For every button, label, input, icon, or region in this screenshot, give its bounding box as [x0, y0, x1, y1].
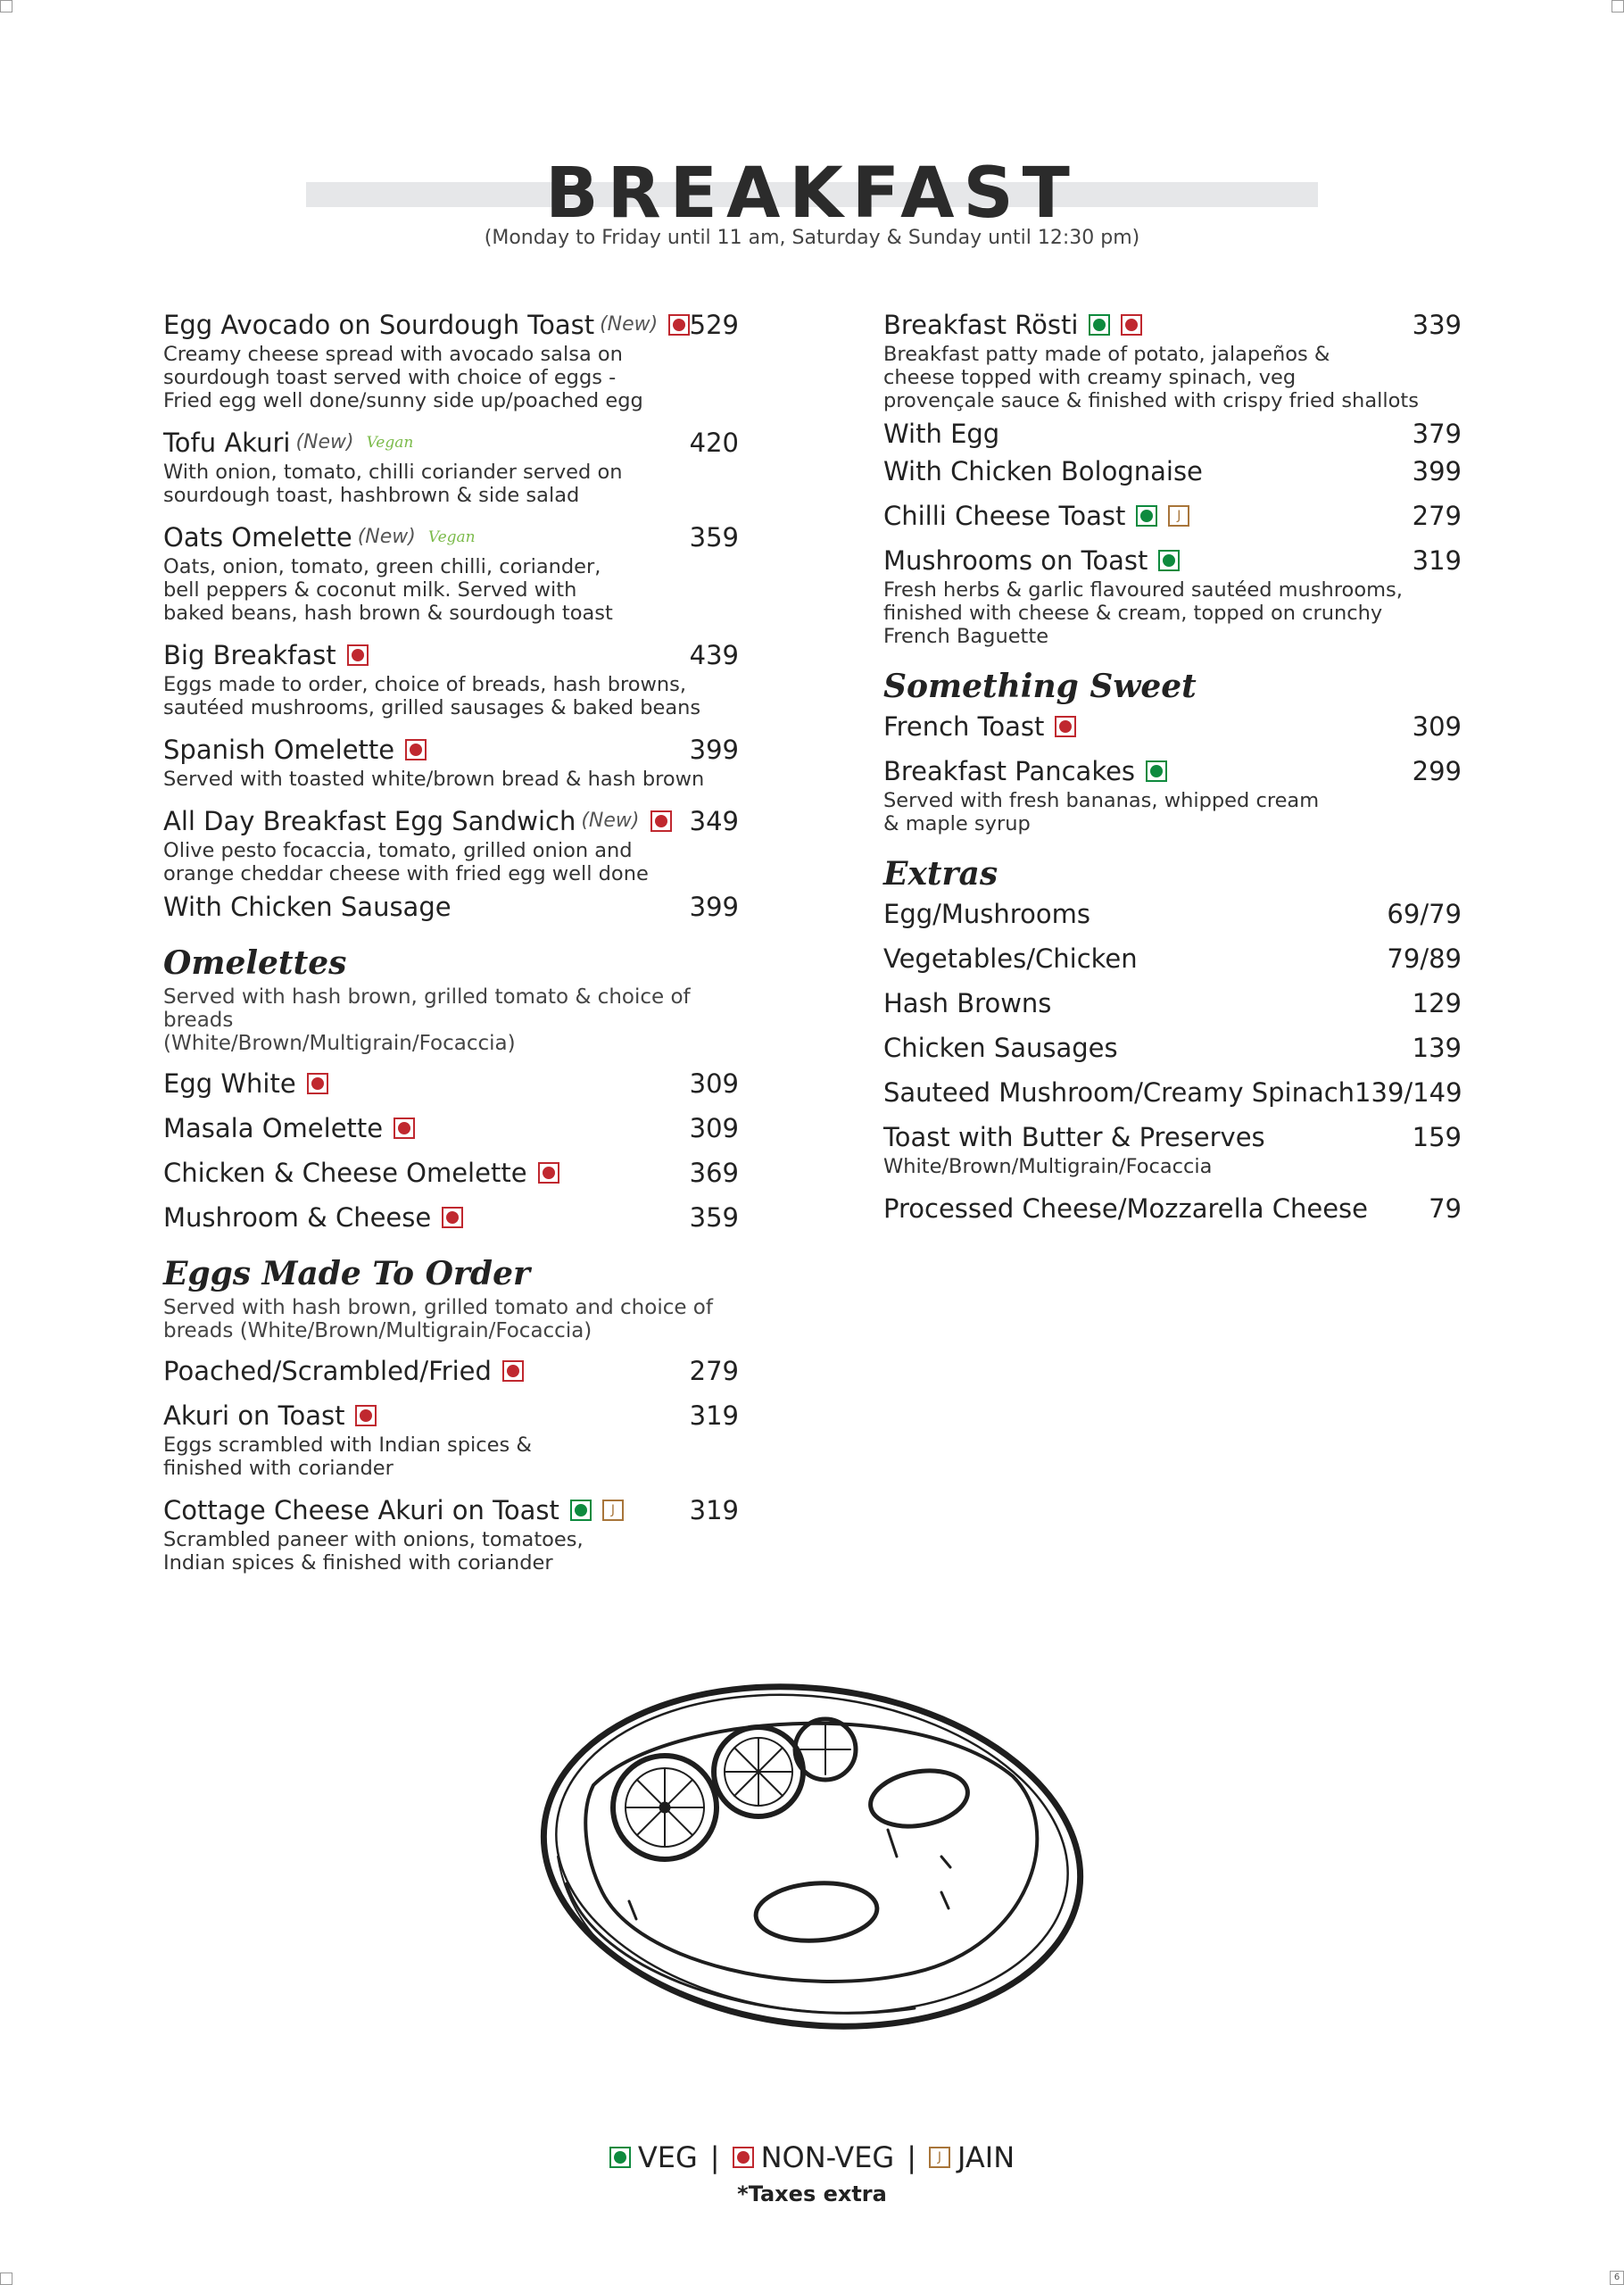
menu-item [883, 985, 1462, 1021]
nonveg-icon [1055, 716, 1076, 737]
item-price: 399 [1412, 456, 1462, 486]
item-price: 299 [1412, 756, 1462, 786]
menu-item [163, 519, 739, 625]
omelette-plate-illustration [531, 1678, 1093, 2035]
nonveg-icon [502, 1360, 524, 1382]
legend-veg: VEG [637, 2140, 698, 2174]
item-price: 379 [1412, 419, 1462, 449]
item-desc: Oats, onion, tomato, green chilli, coriander, bell peppers & coconut milk. Served with baked beans, hash brown & sourdough toast [163, 555, 613, 625]
page-number: 6 [1610, 2271, 1624, 2285]
item-price: 159 [1412, 1122, 1462, 1152]
item-name: Masala Omelette [163, 1113, 384, 1143]
item-name: Breakfast Rösti [883, 310, 1079, 340]
item-desc: Olive pesto focaccia, tomato, grilled onion and orange cheddar cheese with fried egg well done [163, 839, 649, 885]
item-price: 309 [689, 1113, 739, 1143]
item-desc: Creamy cheese spread with avocado salsa on sourdough toast served with choice of eggs - Fried egg well done/sunny side up/poached egg [163, 343, 643, 412]
veg-icon [1158, 550, 1180, 571]
item-price: 129 [1412, 988, 1462, 1018]
item-name: Egg White [163, 1068, 296, 1099]
item-desc: Eggs scrambled with Indian spices & finished with coriander [163, 1433, 532, 1480]
item-name: All Day Breakfast Egg Sandwich [163, 806, 576, 836]
item-name: With Chicken Sausage [163, 892, 452, 922]
section-heading-sweet: Something Sweet [883, 668, 1197, 705]
menu-item [163, 1200, 739, 1235]
item-price: 319 [1412, 545, 1462, 576]
diet-legend [0, 2140, 1624, 2174]
crop-mark-bottom-left [0, 2273, 12, 2285]
section-heading-extras: Extras [883, 855, 998, 893]
item-name: Tofu Akuri [163, 428, 291, 458]
item-desc: With onion, tomato, chilli coriander served on sourdough toast, hashbrown & side salad [163, 461, 623, 507]
veg-icon [609, 2147, 631, 2168]
item-price: 279 [689, 1356, 739, 1386]
legend-separator: | [709, 2140, 720, 2174]
veg-icon [570, 1500, 592, 1521]
crop-mark-top-left [0, 0, 12, 12]
jain-icon: J [602, 1500, 624, 1521]
veg-icon [1089, 314, 1110, 336]
menu-item [883, 1075, 1462, 1110]
menu-item [163, 803, 739, 885]
item-price: 139 [1412, 1033, 1462, 1063]
item-name: Breakfast Pancakes [883, 756, 1136, 786]
section-desc: Served with hash brown, grilled tomato and choice of breads (White/Brown/Multigrain/Focaccia) [163, 1296, 713, 1342]
new-tag: (New) [295, 431, 354, 453]
item-name: Vegetables/Chicken [883, 943, 1138, 974]
item-price: 359 [689, 522, 739, 553]
item-price: 79 [1429, 1193, 1462, 1224]
item-price: 319 [689, 1495, 739, 1525]
item-name: Toast with Butter & Preserves [883, 1122, 1265, 1152]
menu-item [883, 1030, 1462, 1066]
item-name: Processed Cheese/Mozzarella Cheese [883, 1193, 1368, 1224]
nonveg-icon [1121, 314, 1142, 336]
vegan-icon: Vegan [427, 528, 476, 546]
menu-item [883, 416, 1462, 452]
legend-separator: | [907, 2140, 916, 2174]
new-tag: (New) [581, 810, 640, 832]
item-desc: White/Brown/Multigrain/Focaccia [883, 1155, 1213, 1178]
item-name: Egg/Mushrooms [883, 899, 1090, 929]
item-name: Egg Avocado on Sourdough Toast [163, 310, 595, 340]
item-name: Chilli Cheese Toast [883, 501, 1126, 531]
item-desc: Served with fresh bananas, whipped cream & maple syrup [883, 789, 1320, 835]
item-price: 369 [689, 1158, 739, 1188]
item-price: 279 [1412, 501, 1462, 531]
item-price: 309 [689, 1068, 739, 1099]
menu-item [163, 732, 739, 791]
menu-item [163, 1155, 739, 1191]
item-name: Poached/Scrambled/Fried [163, 1356, 492, 1386]
section-heading-eggs: Eggs Made To Order [163, 1255, 530, 1292]
menu-item [883, 453, 1462, 489]
item-name: Hash Browns [883, 988, 1052, 1018]
item-price: 529 [689, 310, 739, 340]
item-desc: Scrambled paneer with onions, tomatoes, Indian spices & finished with coriander [163, 1528, 584, 1575]
item-price: 399 [689, 892, 739, 922]
item-name: Chicken Sausages [883, 1033, 1118, 1063]
item-name: French Toast [883, 711, 1045, 742]
legend-jain: JAIN [957, 2140, 1015, 2174]
menu-item [163, 889, 739, 925]
menu-item [163, 1492, 739, 1575]
left-column [163, 307, 739, 1587]
menu-item [163, 637, 739, 719]
menu-item [883, 307, 1462, 412]
veg-icon [1146, 760, 1167, 782]
item-price: 420 [689, 428, 739, 458]
new-tag: (New) [357, 526, 416, 548]
item-name: Oats Omelette [163, 522, 352, 553]
menu-item [883, 543, 1462, 648]
nonveg-icon [307, 1073, 328, 1094]
taxes-note: *Taxes extra [737, 2181, 887, 2206]
page-title: BREAKFAST [545, 154, 1079, 234]
menu-item [163, 425, 739, 507]
crop-mark-top-right [1612, 0, 1624, 12]
page-subtitle: (Monday to Friday until 11 am, Saturday & Sunday until 12:30 pm) [484, 227, 1140, 249]
menu-item [883, 1191, 1462, 1226]
item-name: Sauteed Mushroom/Creamy Spinach [883, 1077, 1355, 1108]
menu-item [883, 709, 1462, 744]
jain-icon: J [929, 2147, 950, 2168]
item-name: Akuri on Toast [163, 1400, 345, 1431]
vegan-icon: Vegan [366, 434, 414, 452]
nonveg-icon [538, 1162, 559, 1184]
new-tag: (New) [600, 313, 659, 336]
item-name: With Egg [883, 419, 1000, 449]
item-price: 309 [1412, 711, 1462, 742]
nonveg-icon [442, 1207, 463, 1228]
nonveg-icon [355, 1405, 377, 1426]
jain-icon: J [1168, 505, 1189, 527]
nonveg-icon [650, 810, 672, 832]
menu-item [163, 1110, 739, 1146]
item-price: 79/89 [1387, 943, 1462, 974]
nonveg-icon [405, 739, 427, 760]
item-price: 139/149 [1355, 1077, 1462, 1108]
menu-item [163, 1066, 739, 1101]
veg-icon [1136, 505, 1157, 527]
item-name: Chicken & Cheese Omelette [163, 1158, 527, 1188]
item-desc: Fresh herbs & garlic flavoured sautéed mushrooms, finished with cheese & cream, topped on crunchy French Baguette [883, 578, 1403, 648]
item-desc: Served with toasted white/brown bread & hash brown [163, 768, 705, 791]
menu-item [883, 498, 1462, 534]
menu-item [883, 1119, 1462, 1178]
item-price: 69/79 [1387, 899, 1462, 929]
item-price: 319 [689, 1400, 739, 1431]
item-price: 349 [689, 806, 739, 836]
nonveg-icon [394, 1118, 415, 1139]
item-name: With Chicken Bolognaise [883, 456, 1203, 486]
menu-item [163, 307, 739, 412]
menu-item [163, 1353, 739, 1389]
section-heading-omelettes: Omelettes [163, 944, 347, 982]
item-name: Spanish Omelette [163, 735, 395, 765]
item-name: Big Breakfast [163, 640, 336, 670]
item-desc: Eggs made to order, choice of breads, hash browns, sautéed mushrooms, grilled sausages & baked beans [163, 673, 701, 719]
item-price: 399 [689, 735, 739, 765]
legend-nonveg: NON-VEG [760, 2140, 895, 2174]
item-desc: Breakfast patty made of potato, jalapeños & cheese topped with creamy spinach, veg provençale sauce & finished with crispy fried shallots [883, 343, 1419, 412]
nonveg-icon [668, 314, 689, 336]
nonveg-icon [733, 2147, 754, 2168]
item-price: 439 [689, 640, 739, 670]
menu-item [883, 941, 1462, 976]
menu-item [883, 896, 1462, 932]
menu-item [163, 1398, 739, 1480]
right-column [883, 307, 1462, 1239]
nonveg-icon [347, 644, 369, 666]
item-price: 359 [689, 1202, 739, 1233]
item-name: Mushrooms on Toast [883, 545, 1148, 576]
menu-item [883, 753, 1462, 835]
item-price: 339 [1412, 310, 1462, 340]
item-name: Cottage Cheese Akuri on Toast [163, 1495, 559, 1525]
section-desc: Served with hash brown, grilled tomato & choice of breads (White/Brown/Multigrain/Focaccia) [163, 985, 691, 1055]
item-name: Mushroom & Cheese [163, 1202, 432, 1233]
